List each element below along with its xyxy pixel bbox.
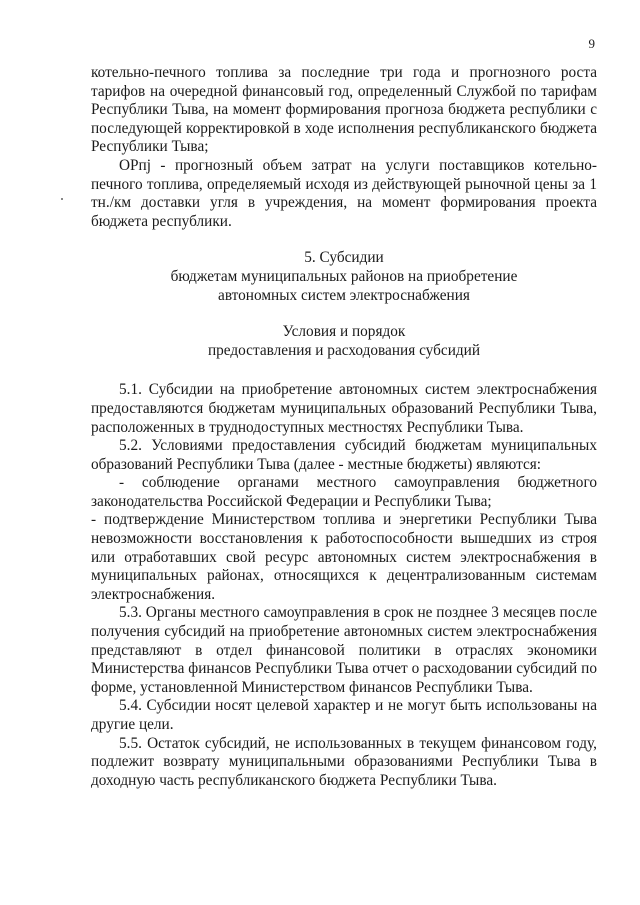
clause-5-2: 5.2. Условиями предоставления субсидий бюджетам муниципальных образований Республики Тыва (далее - местные бюджеты) являются: xyxy=(91,437,597,473)
section-heading xyxy=(91,249,597,305)
page-number: 9 xyxy=(588,36,595,51)
section-title-line1: 5. Субсидии xyxy=(304,249,384,267)
clause-5-1: 5.1. Субсидии на приобретение автономных систем электроснабжения предоставляются бюджетам муниципальных образований Республики Тыва, расположенных в труднодоступных местностях Республики Тыва. xyxy=(91,381,597,436)
clause-5-5: 5.5. Остаток субсидий, не использованных в текущем финансовом году, подлежит возврату муниципальными образованиями Республики Тыва в доходную часть республиканского бюджета Республики Тыва. xyxy=(91,734,597,789)
paragraph-oprij: ОРпj - прогнозный объем затрат на услуги поставщиков котельно-печного топлива, определяемый исходя из действующей рыночной цены за 1 тн./км доставки угля в учреждения, на момент формирования проекта бюджета республики. xyxy=(91,156,597,230)
clause-5-2-condition-1: - соблюдение органами местного самоуправления бюджетного законодательства Российской Федерации и Республики Тыва; xyxy=(91,474,597,510)
clauses xyxy=(91,381,597,790)
document-body xyxy=(91,64,597,790)
section-title-line3: автономных систем электроснабжения xyxy=(218,286,470,304)
section-subheading xyxy=(91,323,597,360)
paragraph-continuation: котельно-печного топлива за последние три года и прогнозного роста тарифов на очередной финансовый год, определенный Службой по тарифам Республики Тыва, на момент формирования прогноза бюджета республики с последующей корректировкой в ходе исполнения республиканского бюджета Республики Тыва; xyxy=(91,64,597,156)
subtitle-line1: Условия и порядок xyxy=(282,323,406,341)
clause-5-4: 5.4. Субсидии носят целевой характер и не могут быть использованы на другие цели. xyxy=(91,697,597,733)
clause-5-2-condition-2: - подтверждение Министерством топлива и энергетики Республики Тыва невозможности восстановления к работоспособности вышедших из строя или отработавших свой ресурс автономных систем электроснабжения в муниципальных районах, относящихся к децентрализованным системам электроснабжения. xyxy=(91,511,597,603)
scan-speck xyxy=(61,198,63,200)
section-title-line2: бюджетам муниципальных районов на приобретение xyxy=(170,267,518,285)
subtitle-line2: предоставления и расходования субсидий xyxy=(207,341,481,359)
clause-5-3: 5.3. Органы местного самоуправления в срок не позднее 3 месяцев после получения субсидий на приобретение автономных систем электроснабжения представляют в отдел финансовой политики в отраслях экономики Министерства финансов Республики Тыва отчет о расходовании субсидий по форме, установленной Министерством финансов Республики Тыва. xyxy=(91,604,597,696)
